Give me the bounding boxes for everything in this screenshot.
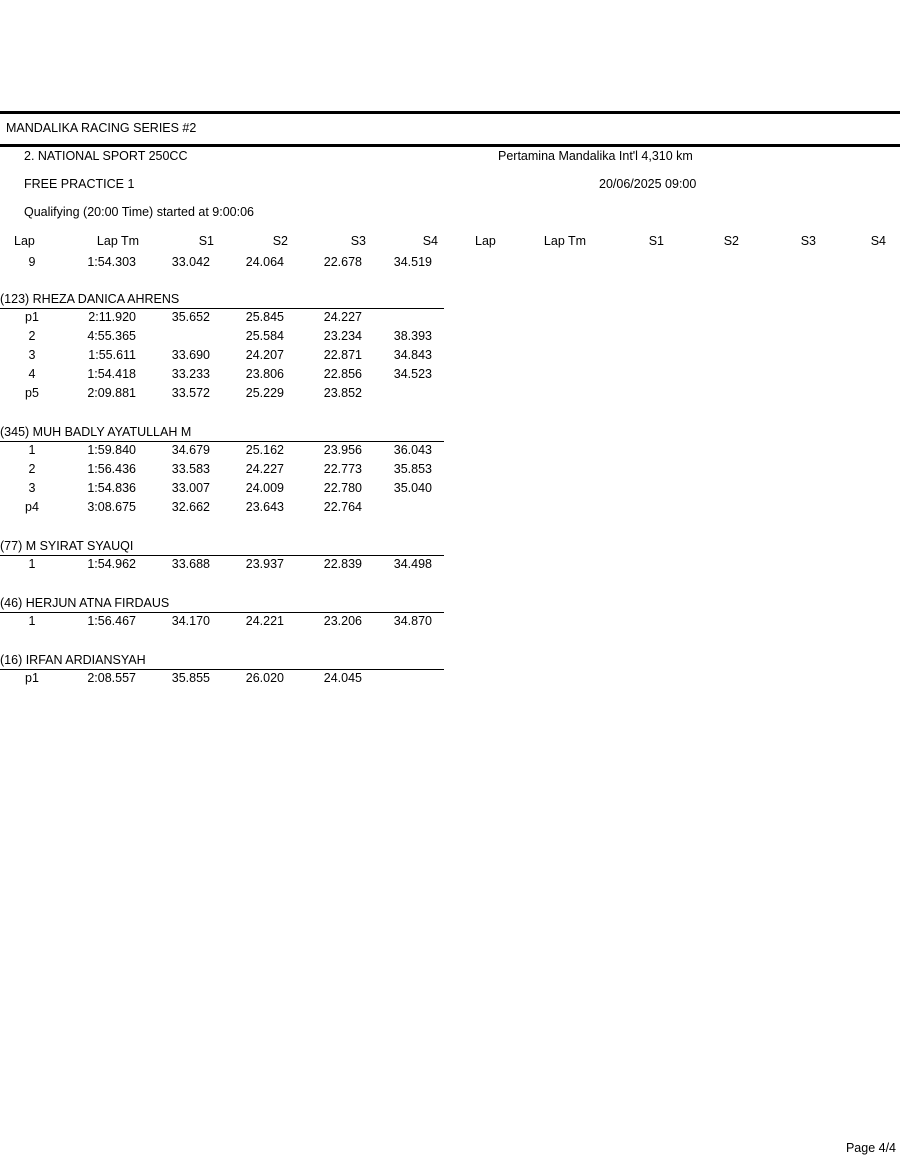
laptm-cell: 1:54.836 bbox=[87, 481, 136, 495]
s4-cell: 38.393 bbox=[393, 329, 432, 343]
s3-cell: 23.852 bbox=[323, 386, 362, 400]
laptm-cell: 4:55.365 bbox=[87, 329, 136, 343]
s1-cell: 35.855 bbox=[171, 671, 210, 685]
s2-cell: 25.584 bbox=[245, 329, 284, 343]
s3-cell: 22.764 bbox=[323, 500, 362, 514]
lap-cell: 2 bbox=[28, 329, 36, 343]
s4-cell: 34.523 bbox=[393, 367, 432, 381]
col-s1-right: S1 bbox=[648, 234, 664, 248]
s4-cell: 36.043 bbox=[393, 443, 432, 457]
s3-cell: 22.773 bbox=[323, 462, 362, 476]
col-laptm-right: Lap Tm bbox=[543, 234, 587, 248]
s3-cell: 23.234 bbox=[323, 329, 362, 343]
laptm-cell: 2:09.881 bbox=[87, 386, 136, 400]
col-s3-right: S3 bbox=[800, 234, 816, 248]
s1-cell: 33.007 bbox=[171, 481, 210, 495]
rider-name: (77) M SYIRAT SYAUQI bbox=[0, 539, 134, 553]
lap-cell: 4 bbox=[28, 367, 36, 381]
lap-cell: 2 bbox=[28, 462, 36, 476]
class-name: 2. NATIONAL SPORT 250CC bbox=[24, 149, 188, 163]
lap-cell: p1 bbox=[25, 310, 39, 324]
lap-cell: p4 bbox=[25, 500, 39, 514]
laptm-cell: 1:54.962 bbox=[87, 557, 136, 571]
s1-cell: 33.572 bbox=[171, 386, 210, 400]
s3-cell: 22.871 bbox=[323, 348, 362, 362]
laptm-cell: 1:54.303 bbox=[87, 255, 136, 269]
s1-cell: 34.170 bbox=[171, 614, 210, 628]
lap-cell: 3 bbox=[28, 481, 36, 495]
rider-divider bbox=[0, 555, 444, 556]
col-s2-right: S2 bbox=[723, 234, 739, 248]
col-s1: S1 bbox=[198, 234, 214, 248]
s2-cell: 24.227 bbox=[245, 462, 284, 476]
lap-cell: 1 bbox=[28, 557, 36, 571]
s1-cell: 32.662 bbox=[171, 500, 210, 514]
lap-cell: 1 bbox=[28, 614, 36, 628]
s3-cell: 23.206 bbox=[323, 614, 362, 628]
s3-cell: 24.045 bbox=[323, 671, 362, 685]
s3-cell: 23.956 bbox=[323, 443, 362, 457]
s2-cell: 26.020 bbox=[245, 671, 284, 685]
col-lap: Lap bbox=[14, 234, 35, 248]
rider-divider bbox=[0, 308, 444, 309]
s4-cell: 35.040 bbox=[393, 481, 432, 495]
page-number: Page 4/4 bbox=[845, 1141, 896, 1155]
s4-cell: 34.843 bbox=[393, 348, 432, 362]
col-s4-right: S4 bbox=[870, 234, 886, 248]
s2-cell: 24.064 bbox=[245, 255, 284, 269]
s4-cell: 34.870 bbox=[393, 614, 432, 628]
rider-divider bbox=[0, 441, 444, 442]
s3-cell: 22.678 bbox=[323, 255, 362, 269]
s3-cell: 24.227 bbox=[323, 310, 362, 324]
s2-cell: 25.162 bbox=[245, 443, 284, 457]
s1-cell: 33.688 bbox=[171, 557, 210, 571]
col-laptm: Lap Tm bbox=[96, 234, 140, 248]
lap-cell: 3 bbox=[28, 348, 36, 362]
s1-cell: 34.679 bbox=[171, 443, 210, 457]
s1-cell: 33.233 bbox=[171, 367, 210, 381]
qualifying-note: Qualifying (20:00 Time) started at 9:00:06 bbox=[24, 205, 254, 219]
laptm-cell: 1:54.418 bbox=[87, 367, 136, 381]
lap-cell: 1 bbox=[28, 443, 36, 457]
s2-cell: 24.009 bbox=[245, 481, 284, 495]
laptm-cell: 2:08.557 bbox=[87, 671, 136, 685]
lap-cell: 9 bbox=[28, 255, 36, 269]
col-s2: S2 bbox=[272, 234, 288, 248]
col-s4: S4 bbox=[422, 234, 438, 248]
s4-cell: 34.519 bbox=[393, 255, 432, 269]
s2-cell: 23.806 bbox=[245, 367, 284, 381]
rider-name: (46) HERJUN ATNA FIRDAUS bbox=[0, 596, 170, 610]
rider-name: (345) MUH BADLY AYATULLAH M bbox=[0, 425, 192, 439]
laptm-cell: 1:55.611 bbox=[88, 348, 136, 362]
s4-cell: 34.498 bbox=[393, 557, 432, 571]
col-lap-right: Lap bbox=[475, 234, 496, 248]
s2-cell: 25.229 bbox=[245, 386, 284, 400]
laptm-cell: 2:11.920 bbox=[88, 310, 136, 324]
s3-cell: 22.856 bbox=[323, 367, 362, 381]
event-title: MANDALIKA RACING SERIES #2 bbox=[6, 121, 197, 135]
circuit-name: Pertamina Mandalika Int'l 4,310 km bbox=[498, 149, 693, 163]
s4-cell: 35.853 bbox=[393, 462, 432, 476]
laptm-cell: 1:59.840 bbox=[87, 443, 136, 457]
header-rule bbox=[0, 144, 900, 147]
laptm-cell: 1:56.467 bbox=[87, 614, 136, 628]
session-name: FREE PRACTICE 1 bbox=[24, 177, 135, 191]
col-s3: S3 bbox=[350, 234, 366, 248]
s2-cell: 24.221 bbox=[245, 614, 284, 628]
s3-cell: 22.780 bbox=[323, 481, 362, 495]
rider-name: (16) IRFAN ARDIANSYAH bbox=[0, 653, 146, 667]
s2-cell: 23.643 bbox=[245, 500, 284, 514]
s1-cell: 33.042 bbox=[171, 255, 210, 269]
s1-cell: 33.690 bbox=[171, 348, 210, 362]
laptm-cell: 3:08.675 bbox=[87, 500, 136, 514]
rider-name: (123) RHEZA DANICA AHRENS bbox=[0, 292, 180, 306]
s3-cell: 22.839 bbox=[323, 557, 362, 571]
laptm-cell: 1:56.436 bbox=[87, 462, 136, 476]
top-rule bbox=[0, 111, 900, 114]
s2-cell: 25.845 bbox=[245, 310, 284, 324]
s1-cell: 35.652 bbox=[171, 310, 210, 324]
s2-cell: 24.207 bbox=[245, 348, 284, 362]
s1-cell: 33.583 bbox=[171, 462, 210, 476]
lap-cell: p1 bbox=[25, 671, 39, 685]
session-datetime: 20/06/2025 09:00 bbox=[599, 177, 697, 191]
rider-divider bbox=[0, 612, 444, 613]
rider-divider bbox=[0, 669, 444, 670]
lap-cell: p5 bbox=[25, 386, 39, 400]
s2-cell: 23.937 bbox=[245, 557, 284, 571]
